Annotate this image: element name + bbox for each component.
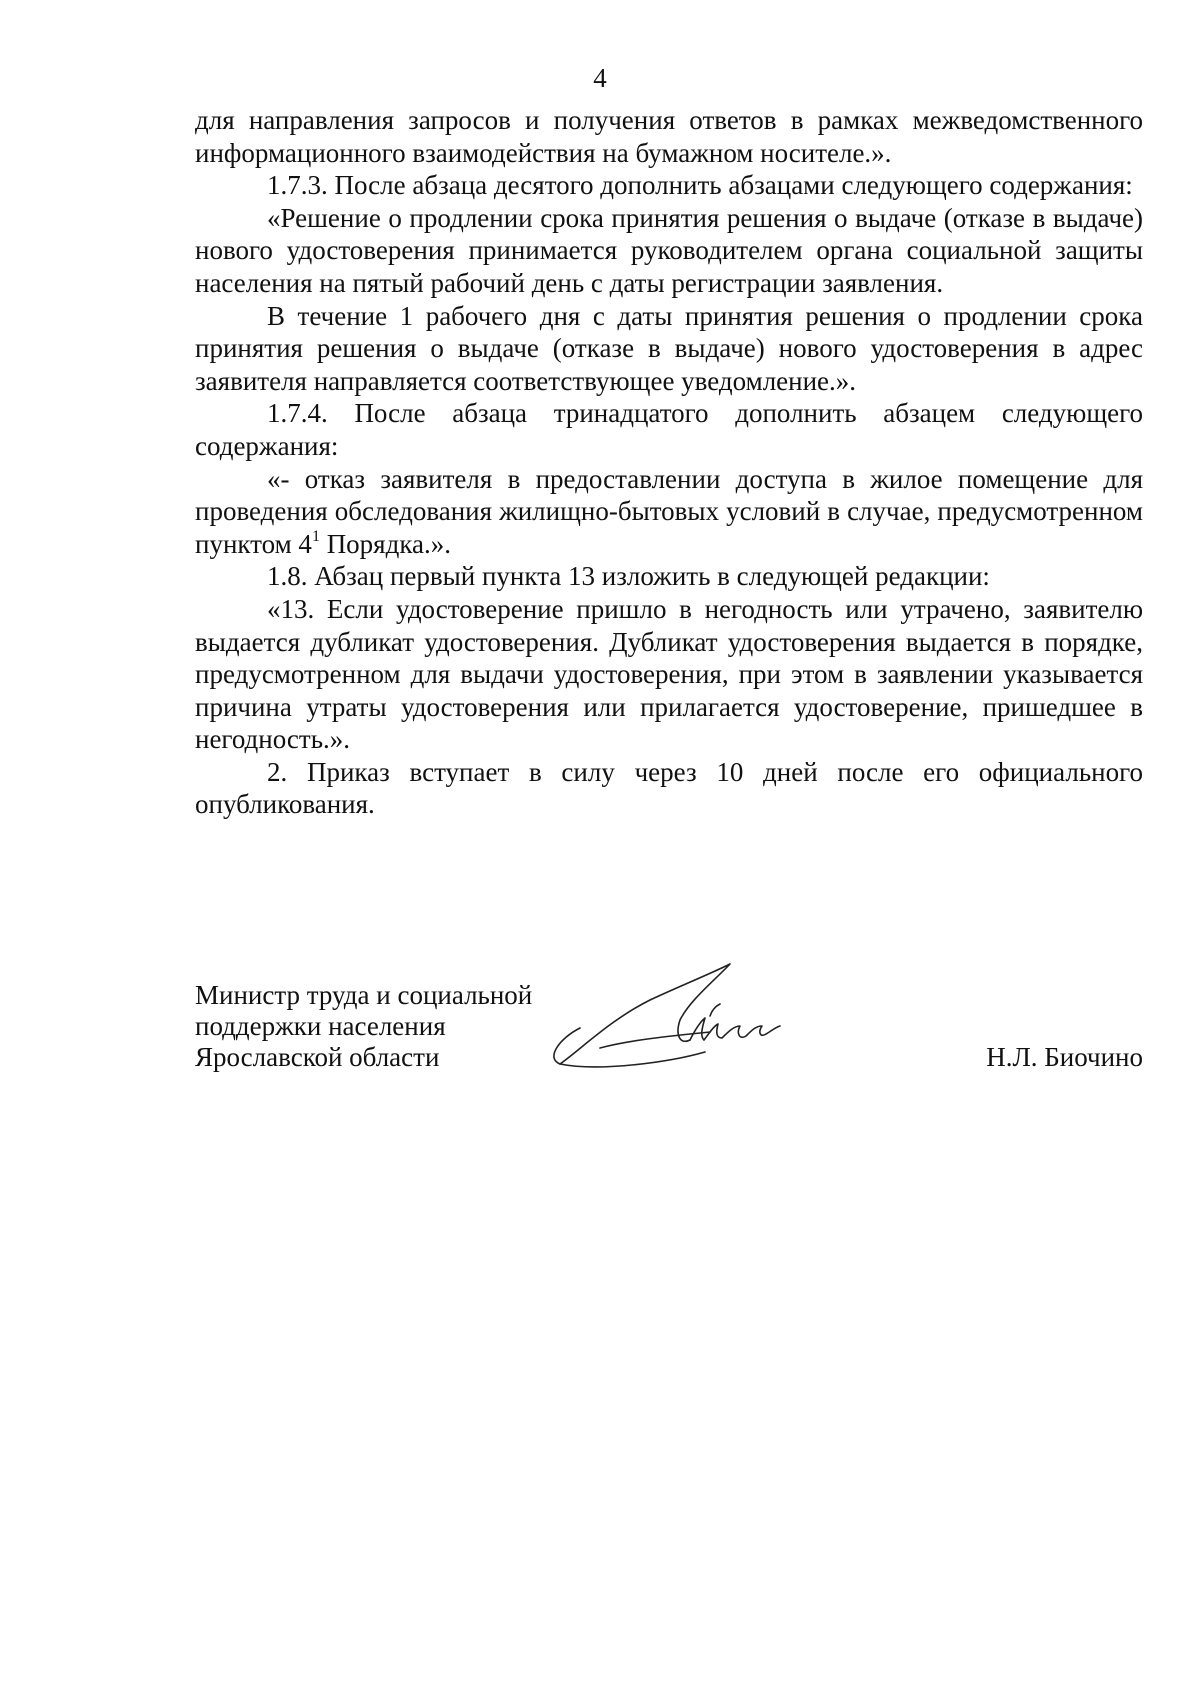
paragraph-effective-date: 2. Приказ вступает в силу через 10 дней после его официального опубликования.	[195, 756, 1143, 820]
paragraph-1-8: 1.8. Абзац первый пункта 13 изложить в следующей редакции:	[267, 561, 990, 592]
handwritten-signature	[540, 960, 790, 1070]
paragraph-continuation: для направления запросов и получения ответов в рамках межведомственного информационного взаимодействия на бумажном носителе.».	[195, 105, 1143, 168]
page-number: 4	[593, 63, 607, 93]
document-body	[195, 104, 1143, 821]
signer-position	[195, 980, 532, 1073]
paragraph-notification: В течение 1 рабочего дня с даты принятия решения о продлении срока принятия решения о выдаче (отказе в выдаче) нового удостоверения в адрес заявителя направляется соответствующее уведомление.».	[195, 300, 1143, 396]
signer-position-line: Ярославской области	[195, 1042, 440, 1072]
paragraph-extension-decision: «Решение о продлении срока принятия решения о выдаче (отказе в выдаче) нового удостоверения принимается руководителем органа социальной защиты населения на пятый рабочий день с даты регистрации заявления.	[195, 202, 1143, 298]
paragraph-1-7-4: 1.7.4. После абзаца тринадцатого дополнить абзацем следующего содержания:	[195, 398, 1143, 461]
superscript-footnote: 1	[311, 527, 320, 545]
signer-position-line: поддержки населения	[195, 1011, 446, 1041]
paragraph-duplicate-certificate: «13. Если удостоверение пришло в негодность или утрачено, заявителю выдается дубликат удостоверения. Дубликат удостоверения выдается в порядке, предусмотренном для выдачи удостоверения, при этом в заявлении указывается причина утраты удостоверения или прилагается удостоверение, пришедшее в негодность.».	[195, 593, 1143, 755]
access-refusal-text: «- отказ заявителя в предоставлении доступа в жилое помещение для проведения обследования жилищно-бытовых условий в случае, предусмотренном пунктом 4	[195, 463, 1143, 559]
paragraph-access-refusal	[195, 463, 1143, 561]
signer-position-line: Министр труда и социальной	[195, 980, 533, 1010]
paragraph-1-7-3: 1.7.3. После абзаца десятого дополнить абзацами следующего содержания:	[267, 170, 1133, 201]
access-refusal-tail: Порядка.».	[319, 528, 452, 559]
signer-name: Н.Л. Биочино	[986, 1042, 1143, 1072]
